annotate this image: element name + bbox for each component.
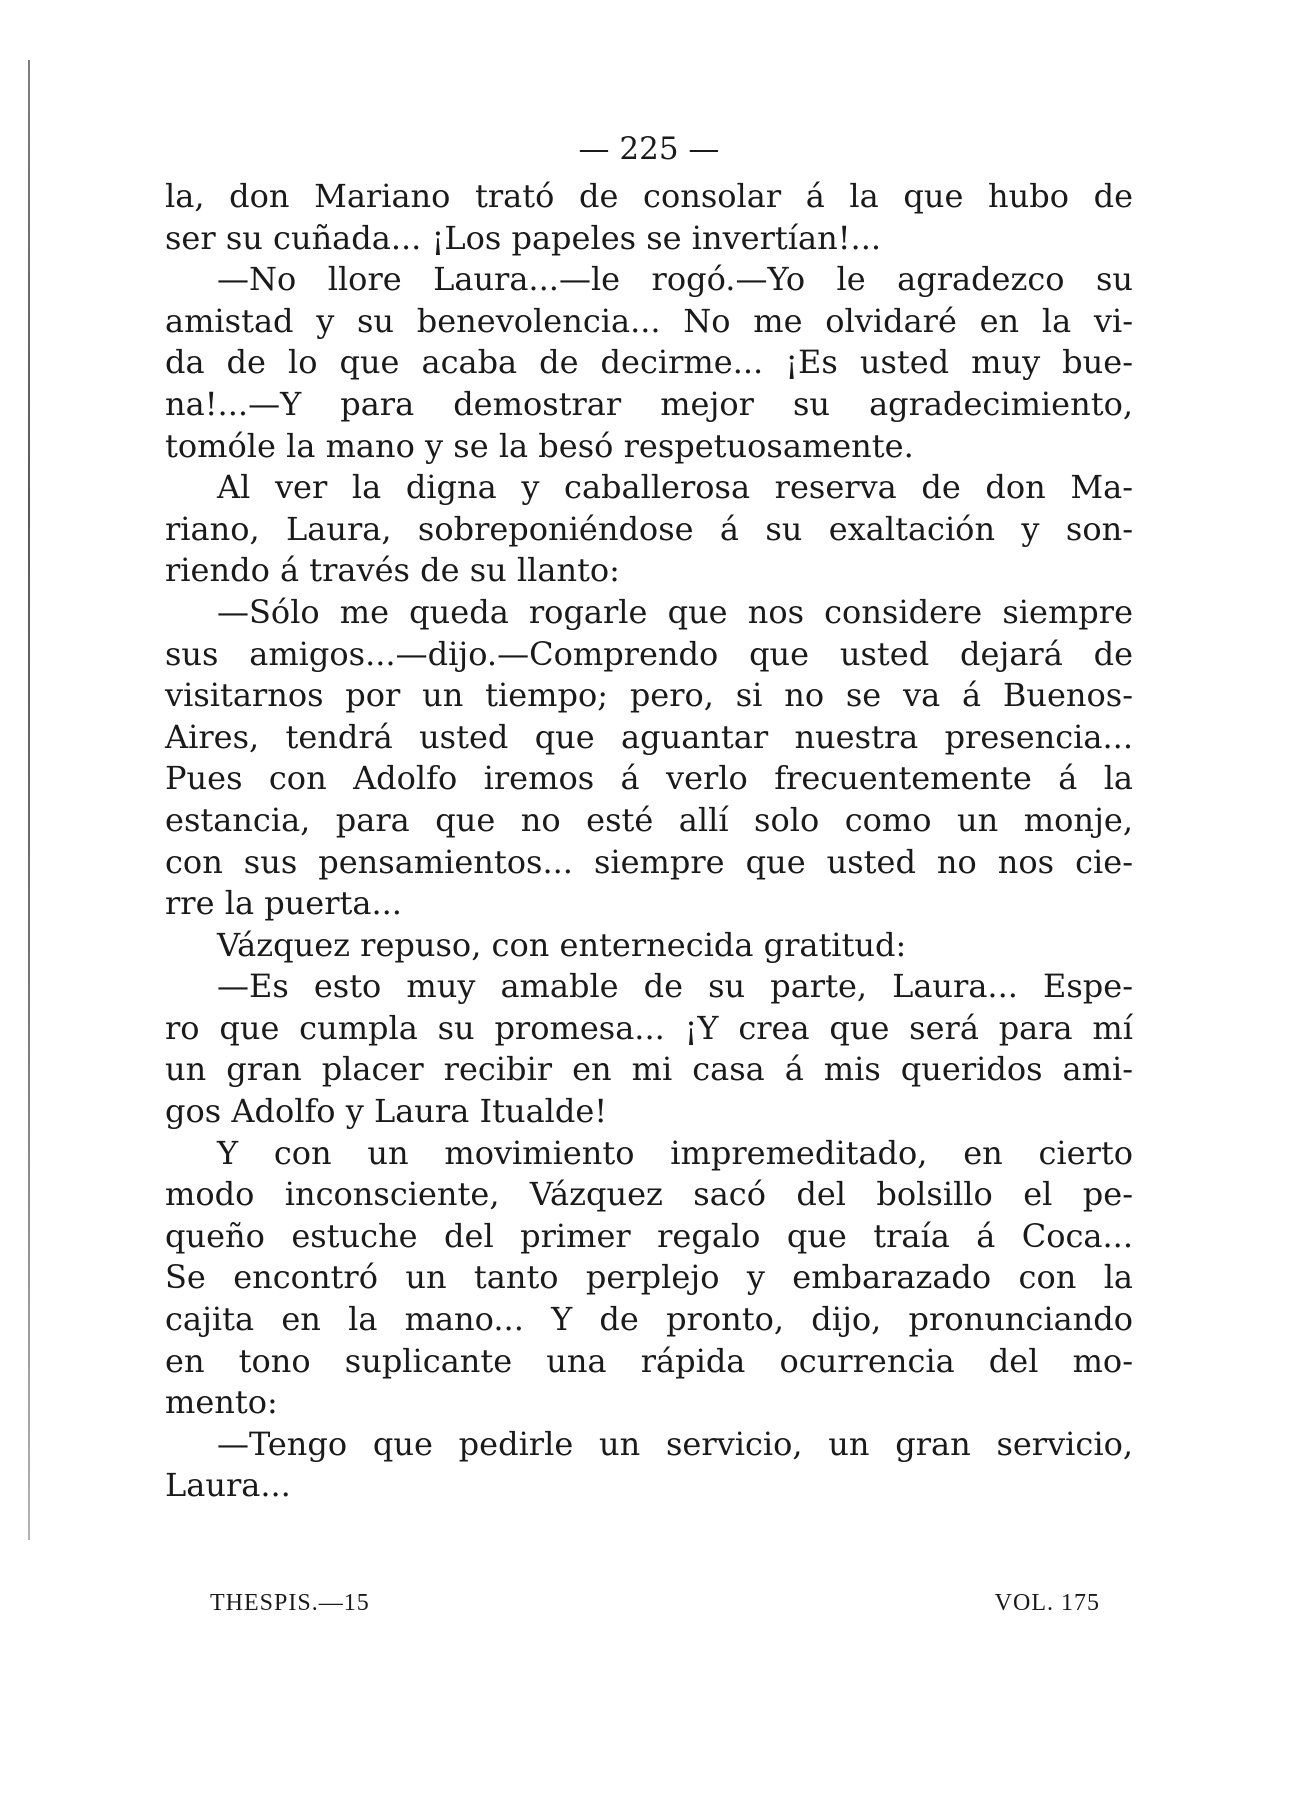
text-line: na!...—Y para demostrar mejor su agradecimiento, [165, 384, 1133, 423]
footer-signature: THESPIS.—15 [210, 1590, 370, 1616]
footer-volume: VOL. 175 [994, 1590, 1100, 1616]
text-line: queño estuche del primer regalo que traía á Coca... [165, 1216, 1133, 1255]
text-line: en tono suplicante una rápida ocurrencia del mo- [165, 1341, 1133, 1380]
text-line: con sus pensamientos... siempre que usted no nos cie- [165, 842, 1133, 881]
text-line: sus amigos...—dijo.—Comprendo que usted dejará de [165, 634, 1133, 673]
text-line: da de lo que acaba de decirme... ¡Es usted muy bue- [165, 343, 1133, 382]
text-line: amistad y su benevolencia... No me olvidaré en la vi- [165, 301, 1133, 340]
text-line: estancia, para que no esté allí solo como un monje, [165, 800, 1133, 839]
body-text [165, 176, 1133, 1507]
text-line: la, don Mariano trató de consolar á la que hubo de [165, 177, 1133, 215]
text-line: mento: [165, 1383, 278, 1422]
text-line: —No llore Laura...—le rogó.—Yo le agradezco su [217, 260, 1133, 299]
text-line: tomóle la mano y se la besó respetuosamente. [165, 426, 914, 465]
binding-edge-mark [28, 60, 30, 1540]
text-line: Laura... [165, 1466, 291, 1505]
page-number: — 225 — [578, 131, 720, 167]
text-line: Vázquez repuso, con enternecida gratitud: [217, 925, 907, 964]
text-line: rre la puerta... [165, 884, 402, 923]
text-line: riendo á través de su llanto: [165, 551, 620, 590]
text-line: Al ver la digna y caballerosa reserva de don Ma- [217, 468, 1133, 507]
text-line: ser su cuñada... ¡Los papeles se invertían!... [165, 218, 882, 257]
text-line: visitarnos por un tiempo; pero, si no se va á Buenos- [165, 676, 1133, 715]
text-line: riano, Laura, sobreponiéndose á su exaltación y son- [165, 509, 1133, 548]
text-line: Pues con Adolfo iremos á verlo frecuentemente á la [165, 759, 1133, 798]
text-line: Aires, tendrá usted que aguantar nuestra presencia... [165, 717, 1133, 756]
text-line: cajita en la mano... Y de pronto, dijo, pronunciando [165, 1300, 1133, 1339]
text-line: Se encontró un tanto perplejo y embarazado con la [165, 1258, 1133, 1297]
text-line: modo inconsciente, Vázquez sacó del bolsillo el pe- [165, 1175, 1133, 1214]
text-line: gos Adolfo y Laura Itualde! [165, 1092, 608, 1131]
text-line: ro que cumpla su promesa... ¡Y crea que será para mí [165, 1008, 1133, 1047]
text-line: Y con un movimiento impremeditado, en cierto [217, 1133, 1133, 1172]
text-line: —Sólo me queda rogarle que nos considere siempre [217, 592, 1133, 631]
text-line: —Es esto muy amable de su parte, Laura... Espe- [217, 967, 1133, 1006]
text-line: —Tengo que pedirle un servicio, un gran servicio, [217, 1424, 1133, 1463]
book-page [165, 128, 1133, 1507]
text-line: un gran placer recibir en mi casa á mis queridos ami- [165, 1050, 1133, 1089]
